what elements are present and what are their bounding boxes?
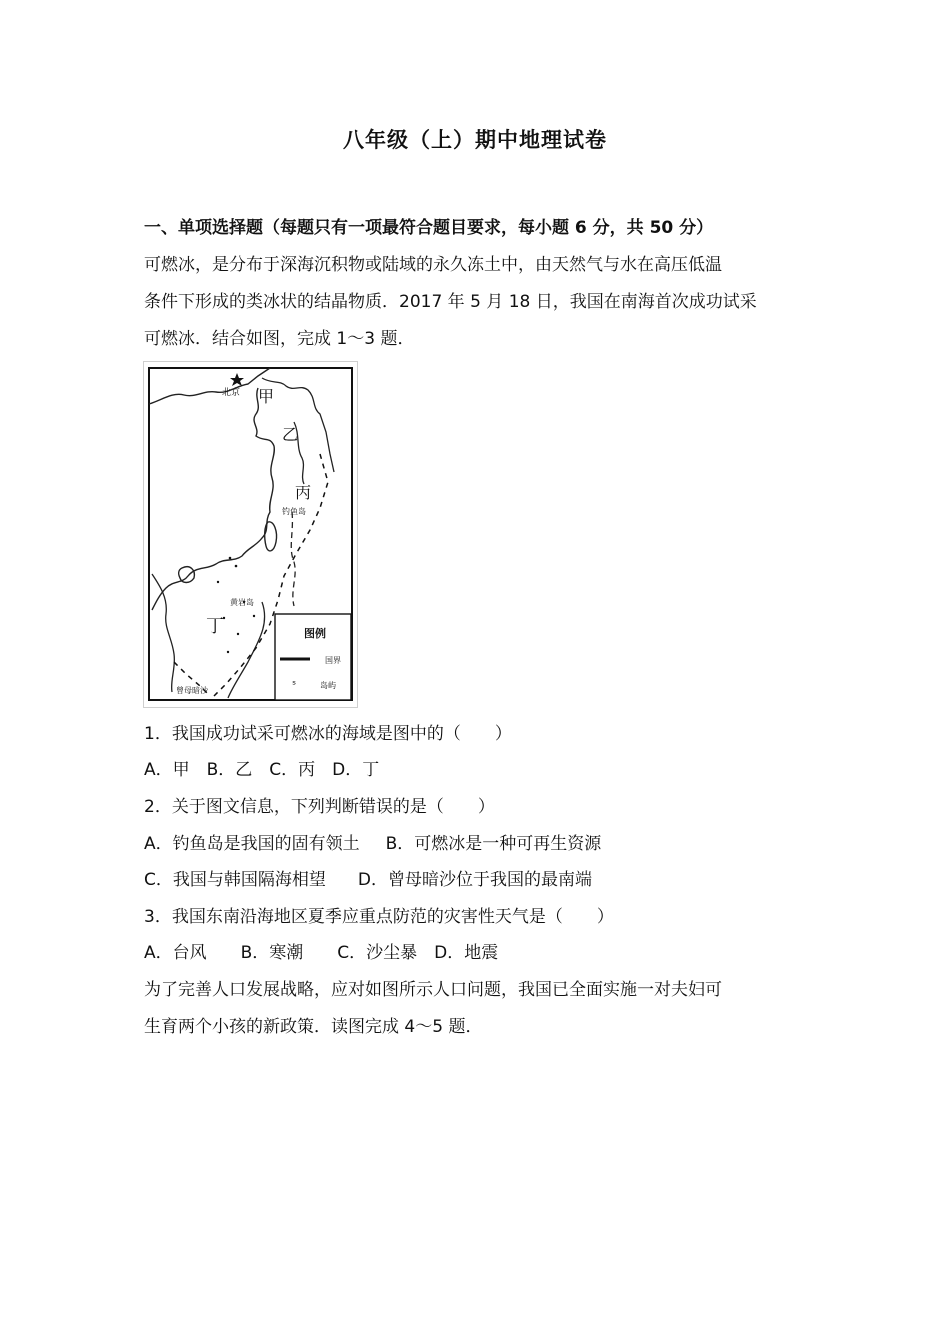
map-figure [143, 361, 358, 708]
q2-option-d: D．曾母暗沙位于我国的最南端 [357, 870, 592, 890]
intro2-line-1: 为了完善人口发展战略，应对如图所示人口问题，我国已全面实施一对夫妇可 [144, 980, 722, 1000]
section-heading: 一、单项选择题（每题只有一项最符合题目要求，每小题 6 分，共 50 分） [144, 218, 714, 238]
map-label-ding: 丁 [206, 616, 224, 637]
map-label-beijing: 北京 [222, 388, 241, 398]
intro-line-2: 条件下形成的类冰状的结晶物质．2017 年 5 月 18 日，我国在南海首次成功试采 [144, 292, 757, 312]
intro-line-3: 可燃冰．结合如图，完成 1～3 题． [144, 329, 415, 349]
q2-option-b: B．可燃冰是一种可再生资源 [385, 834, 602, 854]
q2-stem: 2．关于图文信息，下列判断错误的是（ ） [144, 797, 495, 817]
q1-options: A．甲 B．乙 C．丙 D．丁 [144, 760, 380, 780]
page-title: 八年级（上）期中地理试卷 [343, 128, 607, 152]
map-label-diaoyu: 钓鱼岛 [282, 507, 306, 516]
map-label-bing: 丙 [295, 483, 312, 502]
legend-island-symbol: ˢ [292, 678, 297, 691]
intro-line-1: 可燃冰，是分布于深海沉积物或陆域的永久冻土中，由天然气与水在高压低温 [144, 255, 722, 275]
q2-option-a: A．钓鱼岛是我国的固有领土 [144, 834, 360, 854]
q2-option-c: C．我国与韩国隔海相望 [144, 870, 326, 890]
map-label-zengmu: 曾母暗沙 [176, 686, 208, 695]
legend-island-label: 岛屿 [320, 681, 336, 690]
map-label-jia: 甲 [258, 387, 275, 406]
q3-stem: 3．我国东南沿海地区夏季应重点防范的灾害性天气是（ ） [144, 907, 614, 927]
legend-border-label: 国界 [325, 656, 341, 665]
q2-options-row-1 [144, 833, 601, 855]
legend-title: 图例 [304, 627, 326, 640]
q1-stem: 1．我国成功试采可燃冰的海域是图中的（ ） [144, 724, 512, 744]
q3-options: A．台风 B．寒潮 C．沙尘暴 D．地震 [144, 943, 499, 963]
map-label-huangyan: 黄岩岛 [230, 598, 254, 607]
intro2-line-2: 生育两个小孩的新政策．读图完成 4～5 题． [144, 1017, 483, 1037]
map-label-yi: 乙 [282, 425, 299, 444]
map-drawing [144, 362, 357, 707]
q2-options-row-2 [144, 869, 592, 891]
